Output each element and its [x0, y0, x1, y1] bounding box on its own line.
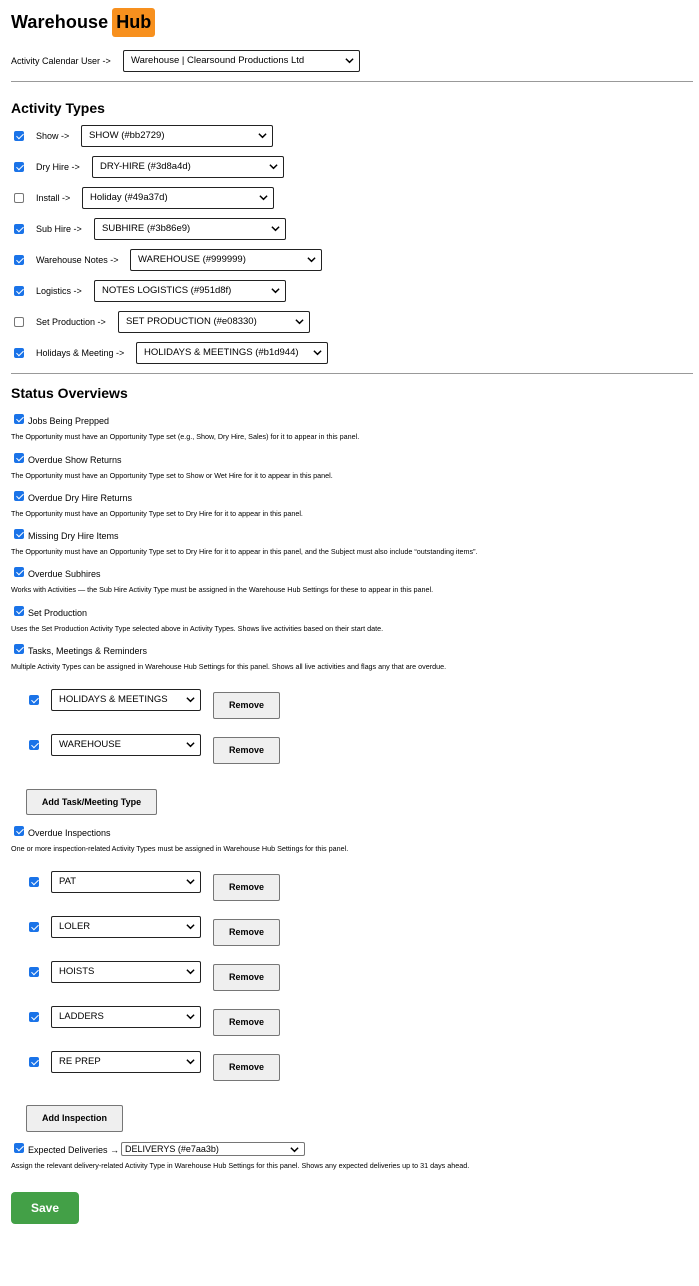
calendar-user-value: Warehouse | Clearsound Productions Ltd [131, 55, 305, 66]
panel-type-checkbox[interactable] [29, 922, 39, 932]
remove-button[interactable]: Remove [213, 964, 280, 991]
status-overview-checkbox[interactable] [14, 453, 24, 463]
chevron-down-icon [313, 348, 322, 357]
chevron-down-icon [186, 740, 195, 749]
chevron-down-icon [186, 695, 195, 704]
activity-type-select[interactable] [94, 218, 286, 240]
brand-logo [11, 7, 155, 37]
panel-type-checkbox[interactable] [29, 1012, 39, 1022]
status-overview-title: Missing Dry Hire Items [28, 531, 119, 541]
activity-type-checkbox[interactable] [14, 255, 24, 265]
panel-type-checkbox[interactable] [29, 695, 39, 705]
add-task-meeting-type-button[interactable]: Add Task/Meeting Type [26, 789, 157, 815]
panel-type-value: RE PREP [59, 1056, 101, 1067]
activity-type-label: Show -> [36, 131, 70, 141]
panel-type-select[interactable] [51, 961, 201, 983]
activity-type-label: Dry Hire -> [36, 162, 80, 172]
activity-type-select[interactable] [94, 280, 286, 302]
chevron-down-icon [269, 162, 278, 171]
activity-type-checkbox[interactable] [14, 162, 24, 172]
panel-type-checkbox[interactable] [29, 740, 39, 750]
divider [11, 373, 693, 374]
activity-type-select[interactable] [130, 249, 322, 271]
expected-deliveries-checkbox[interactable] [14, 1143, 24, 1153]
panel-type-checkbox[interactable] [29, 1057, 39, 1067]
activity-type-checkbox[interactable] [14, 317, 24, 327]
chevron-down-icon [186, 1057, 195, 1066]
activity-type-value: SUBHIRE (#3b86e9) [102, 223, 191, 234]
overdue-inspections-title: Overdue Inspections [28, 828, 111, 838]
activity-type-select[interactable] [82, 187, 274, 209]
remove-button[interactable]: Remove [213, 919, 280, 946]
status-overview-checkbox[interactable] [14, 606, 24, 616]
panel-type-value: HOLIDAYS & MEETINGS [59, 694, 168, 705]
expected-deliveries-note: Assign the relevant delivery-related Activity Type in Warehouse Hub Settings for this panel. Shows any expected deliveries up to 31 days ahead. [11, 1161, 470, 1170]
chevron-down-icon [295, 317, 304, 326]
status-overview-title: Overdue Show Returns [28, 455, 122, 465]
chevron-down-icon [259, 193, 268, 202]
status-overview-title: Jobs Being Prepped [28, 416, 110, 426]
panel-type-select[interactable] [51, 871, 201, 893]
remove-button[interactable]: Remove [213, 692, 280, 719]
status-overview-note: Multiple Activity Types can be assigned in Warehouse Hub Settings for this panel. Shows all live activities and flags any that are overdue. [11, 662, 447, 671]
activity-type-select[interactable] [81, 125, 273, 147]
status-overview-checkbox[interactable] [14, 529, 24, 539]
activity-type-checkbox[interactable] [14, 348, 24, 358]
remove-button[interactable]: Remove [213, 737, 280, 764]
divider [11, 81, 693, 82]
status-overview-note: The Opportunity must have an Opportunity Type set to Dry Hire for it to appear in this panel. [11, 509, 303, 518]
chevron-down-icon [345, 56, 354, 65]
add-inspection-button[interactable]: Add Inspection [26, 1105, 123, 1132]
activity-type-checkbox[interactable] [14, 224, 24, 234]
activity-type-checkbox[interactable] [14, 193, 24, 203]
activity-type-label: Warehouse Notes -> [36, 255, 119, 265]
remove-button[interactable]: Remove [213, 1054, 280, 1081]
activity-type-label: Holidays & Meeting -> [36, 348, 125, 358]
status-overview-title: Overdue Dry Hire Returns [28, 493, 133, 503]
activity-type-select[interactable] [118, 311, 310, 333]
panel-type-select[interactable] [51, 1006, 201, 1028]
panel-type-value: PAT [59, 876, 77, 887]
chevron-down-icon [307, 255, 316, 264]
activity-type-label: Install -> [36, 193, 71, 203]
activity-type-label: Sub Hire -> [36, 224, 82, 234]
panel-type-select[interactable] [51, 689, 201, 711]
expected-deliveries-title: Expected Deliveries → [28, 1145, 120, 1155]
chevron-down-icon [258, 131, 267, 140]
panel-type-value: WAREHOUSE [59, 739, 121, 750]
expected-deliveries-value: DELIVERYS (#e7aa3b) [125, 1144, 219, 1154]
panel-type-value: LOLER [59, 921, 91, 932]
activity-type-value: SET PRODUCTION (#e08330) [126, 316, 257, 327]
status-overviews-heading: Status Overviews [11, 385, 128, 401]
status-overview-checkbox[interactable] [14, 414, 24, 424]
activity-type-value: SHOW (#bb2729) [89, 130, 165, 141]
activity-types-heading: Activity Types [11, 100, 105, 116]
overdue-inspections-note: One or more inspection-related Activity Types must be assigned in Warehouse Hub Settings for this panel. [11, 844, 349, 853]
chevron-down-icon [186, 877, 195, 886]
panel-type-value: HOISTS [59, 966, 95, 977]
activity-type-checkbox[interactable] [14, 131, 24, 141]
status-overview-note: The Opportunity must have an Opportunity Type set to Dry Hire for it to appear in this panel, and the Subject must also include “outstanding items”. [11, 547, 478, 556]
brand-word: Warehouse [11, 11, 109, 32]
status-overview-checkbox[interactable] [14, 567, 24, 577]
panel-type-checkbox[interactable] [29, 877, 39, 887]
remove-button[interactable]: Remove [213, 874, 280, 901]
status-overview-checkbox[interactable] [14, 644, 24, 654]
activity-type-select[interactable] [92, 156, 284, 178]
activity-type-value: DRY-HIRE (#3d8a4d) [100, 161, 191, 172]
status-overview-title: Set Production [28, 608, 88, 618]
chevron-down-icon [186, 1012, 195, 1021]
panel-type-checkbox[interactable] [29, 967, 39, 977]
activity-type-value: Holiday (#49a37d) [90, 192, 168, 203]
status-overview-title: Tasks, Meetings & Reminders [28, 646, 148, 656]
panel-type-select[interactable] [51, 1051, 201, 1073]
activity-type-value: WAREHOUSE (#999999) [138, 254, 246, 265]
brand-badge: Hub [112, 8, 155, 37]
calendar-user-label: Activity Calendar User -> [11, 56, 111, 66]
activity-type-checkbox[interactable] [14, 286, 24, 296]
status-overview-checkbox[interactable] [14, 491, 24, 501]
expected-deliveries-select[interactable] [121, 1142, 305, 1156]
activity-type-select[interactable] [136, 342, 328, 364]
status-overview-title: Overdue Subhires [28, 569, 101, 579]
panel-type-select[interactable] [51, 916, 201, 938]
panel-type-select[interactable] [51, 734, 201, 756]
calendar-user-select[interactable] [123, 50, 360, 72]
overdue-inspections-checkbox[interactable] [14, 826, 24, 836]
save-button[interactable]: Save [11, 1192, 79, 1224]
status-overview-note: Works with Activities — the Sub Hire Activity Type must be assigned in the Warehouse Hub Settings for these to appear in this panel. [11, 585, 434, 594]
chevron-down-icon [186, 967, 195, 976]
activity-type-value: HOLIDAYS & MEETINGS (#b1d944) [144, 347, 299, 358]
panel-type-value: LADDERS [59, 1011, 104, 1022]
activity-type-label: Set Production -> [36, 317, 106, 327]
status-overview-note: Uses the Set Production Activity Type selected above in Activity Types. Shows live activities based on their start date. [11, 624, 384, 633]
chevron-down-icon [271, 286, 280, 295]
status-overview-note: The Opportunity must have an Opportunity Type set to Show or Wet Hire for it to appear in this panel. [11, 471, 333, 480]
activity-type-label: Logistics -> [36, 286, 82, 296]
remove-button[interactable]: Remove [213, 1009, 280, 1036]
chevron-down-icon [271, 224, 280, 233]
activity-type-value: NOTES LOGISTICS (#951d8f) [102, 285, 232, 296]
chevron-down-icon [186, 922, 195, 931]
status-overview-note: The Opportunity must have an Opportunity Type set (e.g., Show, Dry Hire, Sales) for it to appear in this panel. [11, 432, 360, 441]
chevron-down-icon [290, 1145, 299, 1154]
